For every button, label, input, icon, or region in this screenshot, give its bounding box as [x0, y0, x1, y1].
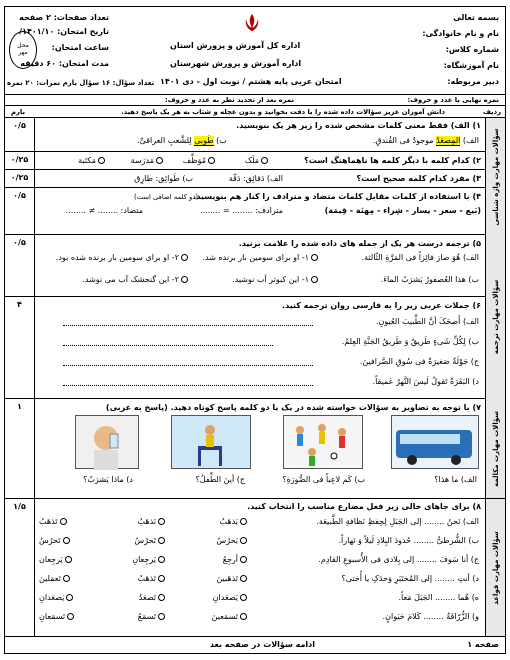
q4-title: ۴) با استفاده از کلمات مقابل کلمات متضاد و مترادف را کنار هم بنویسید.: [193, 192, 481, 201]
q8-score: ۱/۵: [5, 499, 35, 636]
q1-title: ۱) الف) فقط معنی کلمات مشخص شده را زیر هر یک بنویسید.: [236, 121, 481, 130]
q6-title: ۶) جملات عربی زیر را به فارسی روان ترجمه کنید.: [282, 301, 481, 310]
q8-option-1[interactable]: تَسمَعینَ: [212, 612, 247, 621]
q1-score: ۰/۵: [5, 118, 35, 151]
exam-time: ساعت امتحان:: [51, 43, 109, 52]
q3-score: ۰/۲۵: [5, 170, 35, 187]
exam-date: تاریخ امتحان: ۱۴۰۱/۱۰/: [19, 27, 109, 36]
q4-synonym-blank[interactable]: مترادف: ........ = ........: [200, 206, 283, 215]
q5-b-option-1[interactable]: ۱- این کبوتر آب نوشید.: [232, 275, 318, 284]
score-numeric-label: نمره نهایی با عدد و حروف:: [407, 96, 499, 104]
q7-question-b: ب) کَم لاعِباً فی الصُّورَةِ؟: [282, 475, 365, 484]
q4-word-bank: (بَیع - سعر - یسار - شِراء - مِهنَة - قِیمَة): [324, 206, 481, 215]
q4-antonym-blank[interactable]: متضاد: ........ ≠ ........: [65, 206, 143, 215]
q7-score: ۱: [5, 399, 35, 498]
q5-a-sentence: الف) هُوَ صارَ فائِزاً فی المَرَّةِ الثّالثة.: [361, 253, 479, 262]
q8-option-3[interactable]: تَذهَبُ: [39, 517, 67, 526]
score-numeric-row: [5, 95, 505, 106]
q8-sentence: الف) نَحنُ ........ إلی الجَبَلِ لِحِفظِ نَظافةِ الطَّبیعَة.: [316, 517, 479, 526]
q5-a-option-1[interactable]: ۱- او برای سومین بار برنده شد.: [202, 253, 318, 262]
q8-option-1[interactable]: تَذهَبینَ: [216, 574, 247, 583]
q2-title: ۲) کدام کلمه با دیگر کلمه ها ناهماهنگ است؟: [304, 156, 481, 165]
players-image: [283, 415, 363, 469]
q8-option-2[interactable]: تَصعَدُ: [139, 593, 165, 602]
category-conversation: سؤالات مهارت مکالمه: [485, 399, 505, 498]
q7-question-c: ج) أینَ الطِّفلُ؟: [195, 475, 245, 484]
question-7: [5, 399, 505, 499]
q8-sentence: ب) الشُّرطیُّ ........ حُدودَ البِلادِ لَیلاً وَ نَهاراً.: [338, 536, 479, 545]
q6-answer-line-b[interactable]: [63, 345, 273, 346]
header-basmala: بسمه تعالی: [453, 13, 499, 22]
q3-title: ۳) مفرد کدام کلمه صحیح است؟: [356, 174, 481, 183]
question-1: [5, 118, 505, 152]
page-number: صفحه ۱: [467, 640, 499, 649]
q8-option-2[interactable]: تَسمَعُ: [138, 612, 165, 621]
header-city-office: اداره آموزش و پرورش شهرستان: [170, 59, 302, 68]
q8-sentence: ج) أنا سَوفَ ........ إلی بِلادی فی الأُسبوعِ القادِم.: [318, 555, 479, 564]
q5-score: ۰/۵: [5, 235, 35, 296]
question-count: تعداد سؤال: ۱۶ سؤال بارم نمرات: ۲۰ نمره: [7, 79, 155, 87]
q5-title: ۵) ترجمه درست هر یک از جمله های داده شده را علامت بزنید.: [238, 239, 481, 248]
q6-answer-line-d[interactable]: [63, 385, 313, 386]
exam-page: [4, 6, 506, 654]
q8-sentence: د) أنتِ ........ إلی المُختَبَرِ وَحدَکِ یا أُختی؟: [341, 574, 479, 583]
q2-score: ۰/۲۵: [5, 152, 35, 169]
q7-title: ۷) با توجه به تصاویر به سؤالات خواسته شده در یک یا دو کلمه پاسخ کوتاه دهید. (پاسخ به عربی): [105, 403, 481, 412]
q5-b-option-2[interactable]: ۲- این گنجشک آب می نوشد.: [82, 275, 188, 284]
q5-a-option-2[interactable]: ۲- او برای سومین بار برنده شده بود.: [56, 253, 188, 262]
q2-option-3[interactable]: مَدرَسة: [131, 156, 163, 165]
boy-drinking-image: [75, 415, 139, 469]
q8-option-3[interactable]: تَحرُسُ: [39, 536, 70, 545]
school-name-label: نام آموزشگاه:: [443, 61, 499, 70]
q7-question-d: د) ماذا یَشرَبُ؟: [83, 475, 133, 484]
q2-option-2[interactable]: مُوَظَّف: [183, 156, 215, 165]
iran-emblem-icon: [240, 11, 264, 35]
exam-title: امتحان عربی پایه هشتم / نوبت اول - دی ۱۴۰۱: [160, 77, 342, 86]
q8-option-1[interactable]: یَحرُسُ: [216, 536, 247, 545]
child-chair-image: [171, 415, 251, 469]
row-header: ردیف: [482, 108, 501, 116]
score-revised-label: نمره بعد از تجدید نظر به عدد و حروف:: [165, 96, 295, 104]
q8-option-2[interactable]: نَذهَبُ: [138, 517, 166, 526]
exam-header: [5, 7, 505, 95]
q6-answer-line-c[interactable]: [63, 365, 313, 366]
page-count: تعداد صفحات: ۲ صفحه: [19, 13, 109, 22]
question-8: [5, 499, 505, 637]
q8-option-2[interactable]: تَذهَبُ: [138, 574, 166, 583]
continue-note: ادامه سؤالات در صفحه بعد: [209, 640, 315, 649]
q8-option-3[interactable]: یَصعَدانِ: [39, 593, 73, 602]
q4-score: ۰/۵: [5, 188, 35, 234]
q8-option-1[interactable]: یَذهَبُ: [220, 517, 248, 526]
q2-option-4[interactable]: مَکتَبة: [78, 156, 105, 165]
q3-option-b[interactable]: ب) طَوائِق: طارِق: [134, 174, 193, 183]
q8-sentence: ه) هُما ........ الجَبَلَ مَعاً.: [398, 593, 479, 602]
question-2: [5, 152, 505, 170]
instructions: دانش آموزان عزیز سؤالات داده شده را با دقت بخوانید و بدون عجله و شتاب به هر یک پاسخ دهید.: [121, 108, 445, 116]
seal-label-1: محل: [17, 42, 29, 49]
table-head: [5, 106, 505, 118]
q8-option-2[interactable]: تَحرُسُ: [134, 536, 165, 545]
q8-option-3[interactable]: تَعمَلینَ: [39, 574, 70, 583]
q8-option-3[interactable]: یَرجِعان: [39, 555, 72, 564]
score-header: بارم: [11, 108, 25, 116]
exam-duration: مدت امتحان: ۶۰ دقیقه: [20, 59, 109, 68]
q1-b: ب) طَوبی لِلشَّعبِ العراقیِّ.: [137, 136, 227, 145]
q8-option-1[interactable]: أرجِعُ: [223, 555, 247, 564]
q8-sentence: و) الزُّرّافَةُ ........ کَلامَ حَیَوانٍ.: [382, 612, 479, 621]
header-province-office: اداره کل آموزش و پرورش استان: [170, 41, 301, 50]
q8-option-3[interactable]: تَسمَعانِ: [39, 612, 74, 621]
q8-title: ۸) برای جاهای خالی زیر فعل مضارع مناسب را انتخاب کنید.: [247, 502, 481, 511]
q3-option-a[interactable]: الف) دَقائِق: دَقّة: [228, 174, 283, 183]
category-rules: سؤالات مهارت قواعد: [485, 499, 505, 636]
q8-option-1[interactable]: یَصعَدانِ: [213, 593, 247, 602]
q5-b-sentence: ب) هذا العُصفورُ یَشرَبُ الماءَ.: [380, 275, 479, 284]
exam-footer: [5, 637, 505, 653]
q6-answer-line-a[interactable]: [63, 325, 313, 326]
class-number-label: شماره کلاس:: [445, 45, 499, 54]
q6-score: ۴: [5, 297, 35, 398]
q8-option-2[interactable]: یَرجِعانِ: [132, 555, 165, 564]
seal-label-2: مهر: [18, 49, 28, 56]
q7-question-a: الف) ما هذا؟: [434, 475, 477, 484]
bus-image: [391, 415, 479, 469]
student-name-label: نام و نام خانوادگی:: [422, 29, 499, 38]
category-vocab: سؤالات مهارت واژه شناسی: [485, 118, 505, 235]
category-translation: سؤالات مهارت ترجمه: [485, 235, 505, 399]
q6-sentence-d: د) البَقَرَةُ تَقولُ لَیسَ النَّهرُ عَمیقاً.: [372, 377, 479, 386]
q6-sentence-b: ب) لِکُلِّ شَیءٍ طَریقٌ وَ طَریقُ الجَنَّةِ العِلمُ.: [341, 337, 479, 346]
q2-option-1[interactable]: مَلَک: [245, 156, 268, 165]
q4-note: (دو کلمه اضافی است): [133, 193, 198, 201]
question-3: [5, 170, 505, 188]
q6-sentence-a: الف) أَصحَکَ أنَّ الطَّبیبَ العُیونِ.: [375, 317, 479, 326]
q6-sentence-c: ج) جَوْلَةٌ صَغیرَةٌ فی سُوقِ الصَّرافینَ.: [359, 357, 479, 366]
question-5: [5, 235, 505, 297]
teacher-label: دبیر مربوطه:: [447, 77, 499, 86]
q1-a: الف) المِصعَدُ موجودٌ فی الفُندقِ.: [372, 136, 479, 145]
